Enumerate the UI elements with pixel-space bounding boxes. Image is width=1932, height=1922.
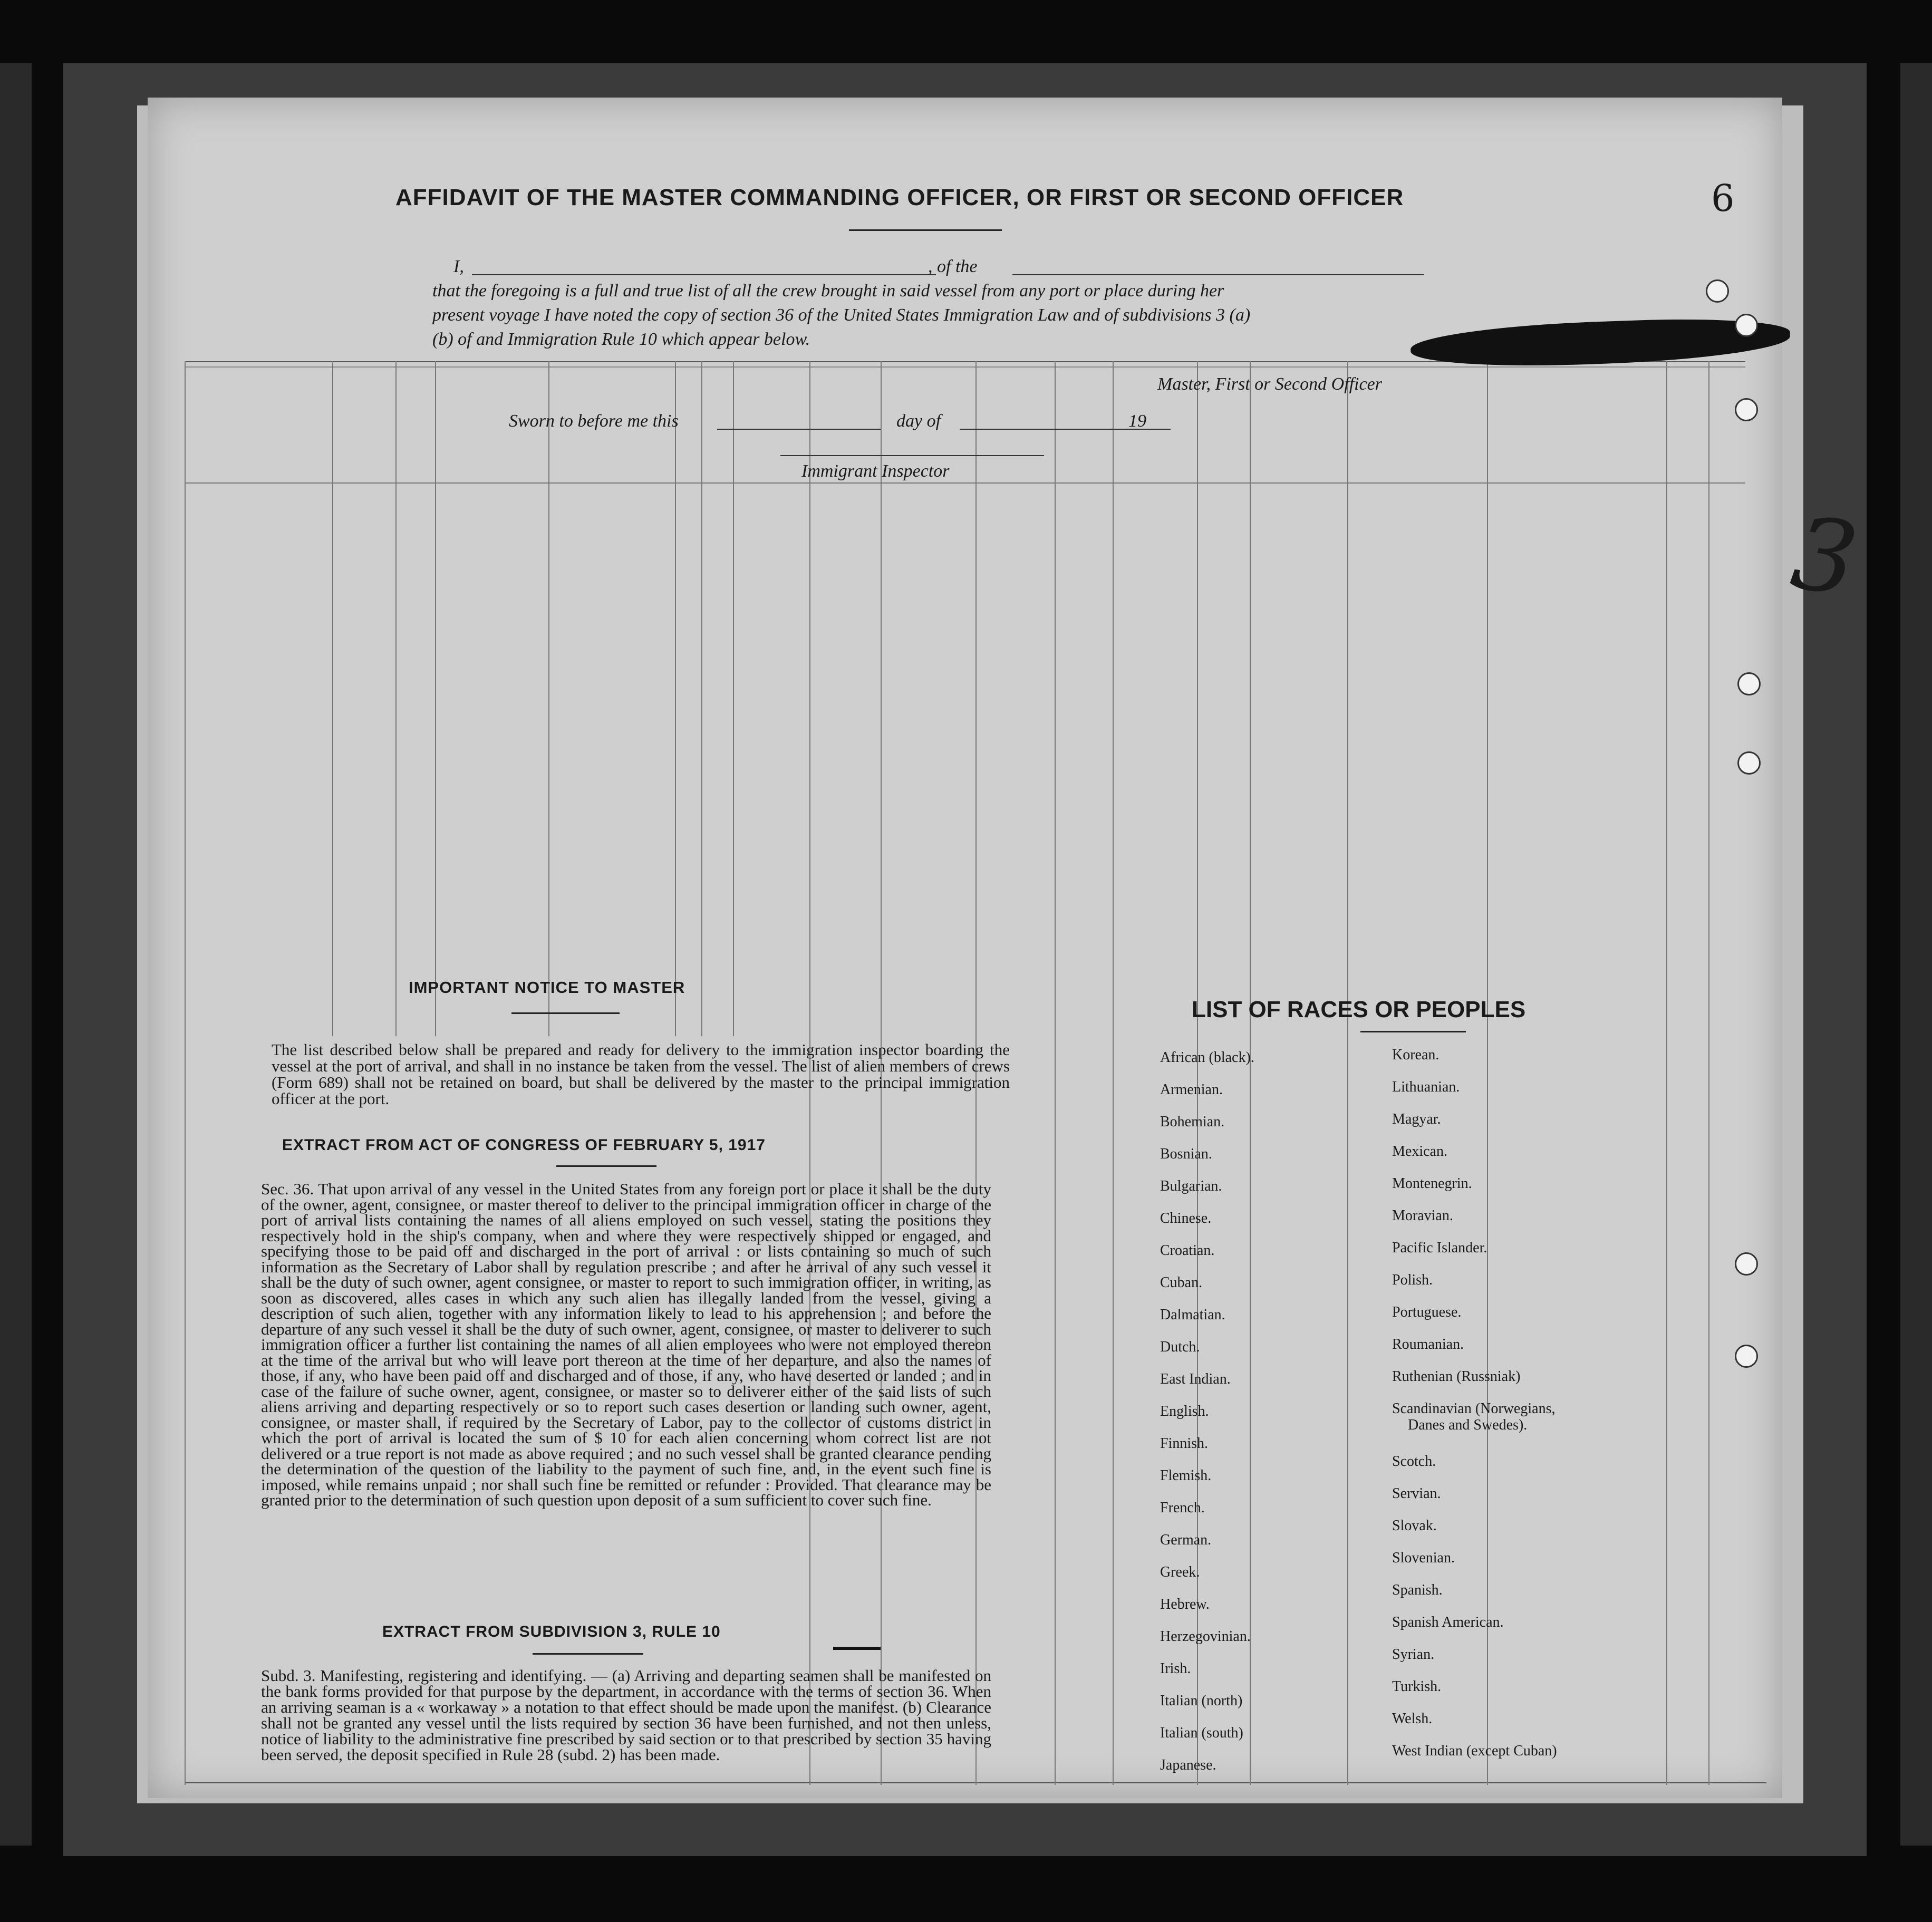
sworn-day-line	[717, 429, 881, 430]
race-item: Italian (south)	[1160, 1725, 1243, 1741]
race-item: Pacific Islander.	[1392, 1240, 1487, 1256]
binder-hole	[1735, 314, 1758, 337]
race-item: Ruthenian (Russniak)	[1392, 1368, 1521, 1385]
film-edge-right	[1900, 63, 1932, 1846]
table-col-line	[1250, 361, 1251, 1785]
table-col-line	[1487, 361, 1488, 1785]
race-item: Cuban.	[1160, 1274, 1203, 1291]
vessel-name-line	[1012, 274, 1424, 275]
race-item: Slovak.	[1392, 1518, 1437, 1534]
sworn-label: Sworn to before me this	[509, 411, 679, 431]
rule-extract-title: EXTRACT FROM SUBDIVISION 3, RULE 10	[382, 1623, 721, 1640]
race-item: Servian.	[1392, 1485, 1441, 1502]
race-item: Montenegrin.	[1392, 1175, 1472, 1192]
notice-body: The list described below shall be prepared and ready for delivery to the immigration inspector boarding the vessel at the port of arrival, and shall in no instance be taken from the vessel. The list of alien members of crews (Form 689) shall not be retained on board, but shall be delivered by the master to the principal immigration officer at the port.	[272, 1040, 1010, 1108]
affidavit-i-label: I,	[453, 257, 464, 276]
race-item: Herzegovinian.	[1160, 1628, 1251, 1645]
table-col-line	[1666, 361, 1667, 1785]
notice-underline	[511, 1012, 620, 1014]
race-item: Bosnian.	[1160, 1146, 1212, 1162]
table-col-line	[332, 361, 333, 1036]
inspector-caption: Immigrant Inspector	[801, 461, 950, 481]
table-col-line	[185, 361, 186, 1785]
table-col-line	[733, 361, 734, 1036]
act-extract-underline	[556, 1165, 656, 1167]
race-item: Finnish.	[1160, 1435, 1209, 1452]
race-item: Danes and Swedes).	[1408, 1417, 1528, 1433]
affidavit-line-2: that the foregoing is a full and true list of all the crew brought in said vessel from any port or place during her	[432, 281, 1224, 301]
rule-extract-underline	[533, 1653, 643, 1655]
affidavit-title: AFFIDAVIT OF THE MASTER COMMANDING OFFICER, OR FIRST OR SECOND OFFICER	[395, 185, 1404, 210]
table-col-line	[1708, 361, 1709, 1785]
race-item: Korean.	[1392, 1047, 1440, 1063]
race-item: Lithuanian.	[1392, 1079, 1460, 1095]
race-item: Welsh.	[1392, 1711, 1433, 1727]
table-col-line	[548, 361, 549, 1036]
table-col-line	[675, 361, 676, 1036]
race-item: West Indian (except Cuban)	[1392, 1743, 1557, 1759]
inspector-signature-line	[780, 455, 1044, 456]
race-item: Moravian.	[1392, 1208, 1453, 1224]
document-page	[148, 98, 1865, 1798]
race-item: Armenian.	[1160, 1081, 1223, 1098]
race-item: Bulgarian.	[1160, 1178, 1222, 1194]
race-item: Scandinavian (Norwegians,	[1392, 1401, 1556, 1417]
race-item: Syrian.	[1392, 1646, 1435, 1663]
film-edge-left	[0, 63, 32, 1846]
race-item: Greek.	[1160, 1564, 1200, 1580]
act-extract-title: EXTRACT FROM ACT OF CONGRESS OF FEBRUARY 5, 1917	[282, 1136, 766, 1154]
race-item: Turkish.	[1392, 1678, 1442, 1695]
binder-hole	[1735, 1345, 1758, 1368]
table-col-line	[1113, 361, 1114, 1785]
binder-hole	[1706, 279, 1729, 303]
race-item: Roumanian.	[1392, 1336, 1464, 1353]
race-item: Bohemian.	[1160, 1114, 1225, 1130]
ink-mark	[833, 1647, 881, 1650]
race-item: Croatian.	[1160, 1242, 1215, 1259]
race-item: African (black).	[1160, 1049, 1254, 1066]
races-title: LIST OF RACES OR PEOPLES	[1192, 997, 1526, 1022]
race-item: Japanese.	[1160, 1757, 1216, 1773]
handwritten-number: 3	[1785, 494, 1865, 619]
affidavit-of-the-label: , of the	[928, 257, 978, 276]
race-item: Chinese.	[1160, 1210, 1212, 1226]
table-col-line	[1347, 361, 1348, 1785]
binder-hole	[1735, 398, 1758, 421]
race-item: Italian (north)	[1160, 1693, 1243, 1709]
sworn-year-label: 19	[1128, 411, 1146, 431]
races-underline	[1360, 1031, 1466, 1032]
race-item: Dutch.	[1160, 1339, 1200, 1355]
race-item: Hebrew.	[1160, 1596, 1210, 1612]
race-item: Spanish.	[1392, 1582, 1443, 1598]
race-item: East Indian.	[1160, 1371, 1231, 1387]
binder-hole	[1737, 672, 1761, 696]
race-item: Magyar.	[1392, 1111, 1441, 1127]
race-item: Portuguese.	[1392, 1304, 1462, 1320]
table-header-rule	[185, 482, 1745, 484]
race-item: German.	[1160, 1532, 1212, 1548]
page-number-mark: 6	[1711, 177, 1735, 220]
race-item: Mexican.	[1392, 1143, 1447, 1160]
race-item: English.	[1160, 1403, 1209, 1419]
binder-hole	[1737, 751, 1761, 775]
affidavit-line-3: present voyage I have noted the copy of section 36 of the United States Immigration Law and of subdivisions 3 (a)	[432, 305, 1251, 325]
day-of-label: day of	[896, 411, 941, 431]
binder-hole	[1735, 1252, 1758, 1276]
title-underline	[849, 229, 1002, 231]
race-item: Slovenian.	[1392, 1550, 1455, 1566]
notice-title: IMPORTANT NOTICE TO MASTER	[409, 978, 685, 997]
race-item: Flemish.	[1160, 1467, 1212, 1484]
rule-extract-body: Subd. 3. Manifesting, registering and identifying. — (a) Arriving and departing seamen shall be manifested on the bank forms provided for that purpose by the department, in accordance with the terms of section 36. When an arriving seaman is a « workaway » a notation to that effect should be made upon the manifest. (b) Clearance shall not be granted any vessel until the lists required by section 36 have been furnished, and not then unless, notice of liability to the administrative fine prescribed by said section or to that prescribed by section 35 having been served, the deposit specified in Rule 28 (subd. 2) has been made.	[261, 1666, 991, 1764]
race-item: Polish.	[1392, 1272, 1433, 1288]
race-item: Dalmatian.	[1160, 1307, 1225, 1323]
race-item: Irish.	[1160, 1660, 1191, 1677]
race-item: Scotch.	[1392, 1453, 1436, 1470]
master-name-line	[472, 274, 936, 275]
act-extract-body: Sec. 36. That upon arrival of any vessel in the United States from any foreign port or place it shall be the duty of the owner, agent, consignee, or master thereof to deliver to the principal immigration officer in charge of the port of arrival lists containing the names of all aliens employed on such vessel, stating the positions they respectively hold in the ship's company, when and where they were respectively shipped or engaged, and specifying those to be paid off and discharged in the port of arrival : or lists containing so much of such information as the Secretary of Labor shall by regulation prescribe ; and after he arrival of any such vessel it shall be the duty of such owner, agent consignee, or master to report to such immigration officer, in writing, as soon as discovered, alles cases in which any such alien has illegally landed from the vessel, giving a description of such alien, together with any information likely to lead to his apprehension ; and before the departure of any such vessel it shall be the duty of such owner, agent, consignee, or master to deliverer to such immigration officer a further list containing the names of all alien employees who were not employed thereon at the time of the arrival but who will leave port thereon at the time of her departure, and also the names of those, if any, who have been paid off and discharged and of those, if any, who have deserted or landed ; and in case of the failure of suche owner, agent, consignee, or master so to deliverer either of the said lists of such aliens arriving and departing respectively or so to report such cases desertion or landing such owner, agent, consignee, or master shall, if required by the Secretary of Labor, pay to the collector of customs district in which the port of arrival is located the sum of $ 10 for each alien concerning whom correct list are not delivered or a true report is not made as above required ; and no such vessel shall be granted clearance pending the determination of the question of the liability to the payment of such fine, and, in the event such fine is imposed, while remains unpaid ; nor shall such fine be remitted or refunder : Provided. That clearance may be granted prior to the determination of such question upon deposit of a sum sufficient to cover such fine.	[261, 1180, 991, 1509]
table-col-line	[395, 361, 397, 1036]
table-col-line	[701, 361, 702, 1036]
race-item: Spanish American.	[1392, 1614, 1504, 1630]
affidavit-line-4: (b) of and Immigration Rule 10 which appear below.	[432, 330, 810, 349]
race-item: French.	[1160, 1500, 1205, 1516]
table-col-line	[1055, 361, 1056, 1785]
table-top-rule-2	[185, 366, 1745, 368]
table-col-line	[435, 361, 436, 1036]
signature-caption: Master, First or Second Officer	[1157, 374, 1382, 394]
